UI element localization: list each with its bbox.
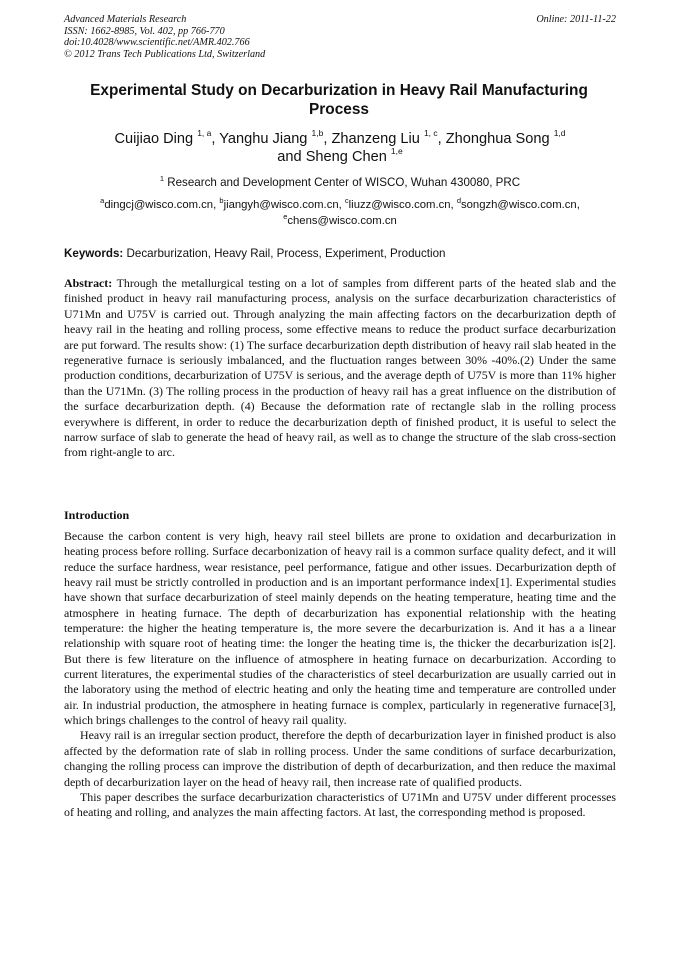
- paragraph: Because the carbon content is very high, heavy rail steel billets are prone to oxidation and decarburization in heating process before rolling. Surface decarbonization of heavy rail is a common surface quality defect, and it will reduce the surface hardness, wear resistance, peel performance, fatigue and other issues. Decarburization depth of heavy rail must be strictly controlled in production and is an important performance index[1]. Experimental studies have shown that surface decarburization of steel mainly depends on the heating temperature, heating time and the atmosphere in heating furnace. The depth of decarburization has exponential relationship with the heating temperature: the higher the heating temperature is, the more severe the decarburization is. And it has a a linear relationship with square root of heating time: the longer the heating time is, the thicker the decarburization is[2]. But there is few literature on the influence of atmosphere in heating furnace on decarburization. According to current literatures, the experimental studies of the characteristics of steel decarburization are usually carried out in the laboratory using the method of electric heating and only the heating time and temperature are controlled under air. In industrial production, the atmosphere in heating furnace is complex, particularly in regenerative furnace[3], which brings challenges to the control of heavy rail quality.: [64, 529, 616, 728]
- author-list: Cuijiao Ding $^{1, a}$, Yanghu Jiang $^{1,b}$, Zhanzeng Liu $^{1, c}$, Zhonghua Song $^{1,d}$ and Sheng Chen $^{1,e}$: [114, 128, 566, 165]
- affiliation: [64, 176, 616, 190]
- paragraph: Heavy rail is an irregular section product, therefore the depth of decarburization layer in finished product is also affected by the deformation rate of slab in rolling process. Under the same conditions of surface decarburization, changing the rolling process can improve the distribution of depth of decarburization, and then reduce the maximal depth of decarburization layer on the head of heavy rail, then increase rate of qualified products.: [64, 728, 616, 789]
- affiliation-sup: 1: [159, 174, 164, 183]
- introduction-body: [64, 529, 616, 821]
- email-sup: e: [283, 212, 288, 221]
- email-address[interactable]: dingcj@wisco.com.cn: [104, 199, 214, 211]
- email-address[interactable]: songzh@wisco.com.cn: [461, 199, 577, 211]
- paper-title: Experimental Study on Decarburization in Heavy Rail Manufacturing Process: [90, 82, 588, 118]
- author-sup: 1, a: [197, 128, 212, 138]
- affiliation-text: Research and Development Center of WISCO, Wuhan 430080, PRC: [167, 176, 521, 189]
- email-sup: d: [456, 196, 461, 205]
- author-name: Sheng Chen: [305, 149, 387, 165]
- abstract-label: Abstract:: [64, 276, 113, 290]
- abstract-text: Through the metallurgical testing on a lot of samples from different parts of the heated slab and the finished product in heavy rail manufacturing process, analysis on the surface decarburization characteristics of U71Mn and U75V is carried out. Through analyzing the main affecting factors on the decarburization depth of heavy rail in the heating and rolling process, some effective means to reduce the product surface decarburization are put forward. The results show: (1) The surface decarburization depth distribution of heavy rail slab heated in the regenerative furnace is seriously imbalanced, and the fluctuation ranges between 30% -40%.(2) Under the same production conditions, decarburization of U75V is serious, and the average depth of U75V is more than 11% higher than the U71Mn. (3) The rolling process in the production of heavy rail has a great influence on the distribution of the surface decarburization depth. (4) Because the deformation rate of rectangle slab in the rolling process everywhere is different, in order to reduce the decarburization depth of finished product, it is useful to select the narrow surface of slab to generate the head of heavy rail, as well as to change the structure of the slab cross-section from right-angle to arc.: [64, 276, 616, 460]
- issn-line: ISSN: 1662-8985, Vol. 402, pp 766-770: [64, 25, 225, 37]
- email-address[interactable]: chens@wisco.com.cn: [287, 215, 397, 227]
- email-sup: b: [219, 196, 224, 205]
- author-sup: 1,e: [390, 146, 403, 156]
- abstract: [64, 276, 616, 461]
- journal-header: [64, 14, 616, 60]
- email-sup: c: [344, 196, 349, 205]
- copyright-line: © 2012 Trans Tech Publications Ltd, Switzerland: [64, 48, 266, 60]
- email-sup: a: [100, 196, 105, 205]
- author-sup: 1, c: [423, 128, 438, 138]
- keywords-label: Keywords:: [64, 247, 124, 260]
- author-name: Yanghu Jiang: [219, 131, 308, 147]
- email-list: $^a$dingcj@wisco.com.cn, $^b$jiangyh@wisco.com.cn, $^c$liuzz@wisco.com.cn, $^d$songzh@wisco.com.cn, $^e$chens@wisco.com.cn: [100, 196, 580, 227]
- online-date: Online: 2011-11-22: [536, 14, 616, 25]
- section-heading-introduction: Introduction: [64, 508, 130, 522]
- author-name: Zhanzeng Liu: [331, 131, 420, 147]
- author-name: Zhonghua Song: [445, 131, 550, 147]
- email-address[interactable]: liuzz@wisco.com.cn: [348, 199, 451, 211]
- keywords-text: Decarburization, Heavy Rail, Process, Experiment, Production: [126, 247, 446, 260]
- author-name: Cuijiao Ding: [114, 131, 194, 147]
- journal-name: Advanced Materials Research: [64, 14, 187, 25]
- paragraph: This paper describes the surface decarburization characteristics of U71Mn and U75V under different processes of heating and rolling, and analyzes the main affecting factors. At last, the corresponding method is proposed.: [64, 789, 616, 820]
- keywords: [64, 246, 616, 261]
- author-sup: 1,d: [553, 128, 566, 138]
- author-connector: and: [277, 149, 302, 165]
- doi-line: doi:10.4028/www.scientific.net/AMR.402.766: [64, 37, 250, 49]
- email-address[interactable]: jiangyh@wisco.com.cn: [223, 199, 339, 211]
- author-sup: 1,b: [311, 128, 324, 138]
